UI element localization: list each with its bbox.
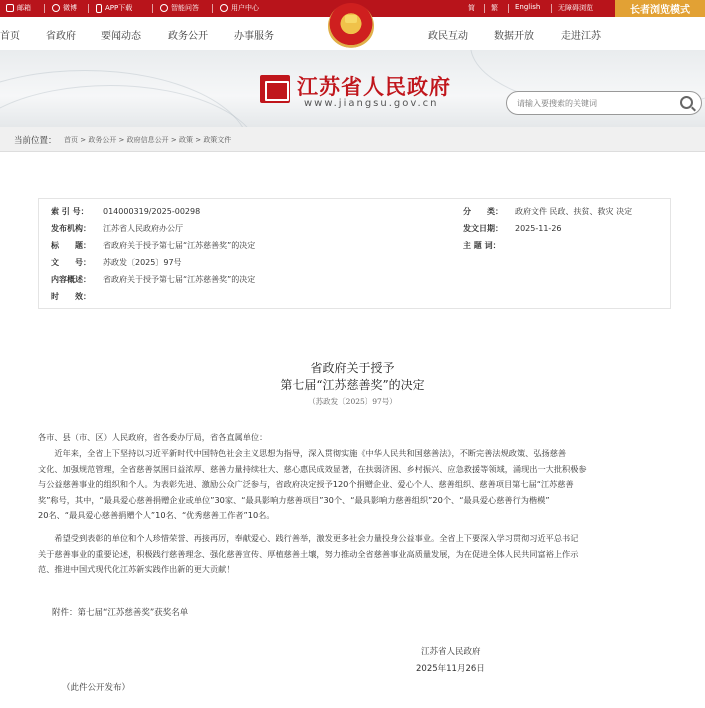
- separator: [551, 4, 552, 13]
- separator: [212, 4, 213, 13]
- search-box: [506, 91, 702, 115]
- release-note: （此件公开发布）: [62, 683, 131, 693]
- nav-about-jiangsu[interactable]: 走进江苏: [561, 31, 601, 42]
- document-paragraph-2: [38, 531, 674, 578]
- breadcrumb-separator: >: [116, 136, 127, 144]
- smart-qa-link[interactable]: 智能问答: [160, 3, 199, 13]
- weibo-link[interactable]: 微博: [52, 3, 77, 13]
- user-icon: [220, 4, 228, 12]
- meta-topic-row: 主 题 词：: [463, 241, 501, 250]
- document-sign-date: 2025年11月26日: [416, 664, 485, 674]
- breadcrumb-item-policy[interactable]: 政策: [178, 136, 193, 144]
- meta-index-row: 索 引 号： 014000319/2025-00298: [51, 207, 201, 216]
- search-icon[interactable]: [680, 96, 693, 109]
- nav-home[interactable]: 首页: [0, 31, 20, 42]
- paragraph-line: 关于慈善事业的重要论述，积极践行慈善理念、强化慈善宣传、厚植慈善土壤，努力推动全省慈善事业高质量发展，为在促进全体人民共同富裕上作示: [38, 548, 579, 559]
- separator: [88, 4, 89, 13]
- paragraph-line: 范、推进中国式现代化江苏新实践作出新的更大贡献！: [38, 564, 235, 574]
- document-salutation: [38, 430, 674, 446]
- site-name[interactable]: 江苏省人民政府: [297, 75, 451, 99]
- breadcrumb-item-info-disclosure[interactable]: 政府信息公开: [126, 136, 169, 144]
- site-url: www.jiangsu.gov.cn: [304, 98, 439, 109]
- search-input[interactable]: [517, 96, 677, 111]
- nav-services[interactable]: 办事服务: [234, 31, 274, 42]
- meta-validity-row: 时 效：: [51, 292, 91, 301]
- document-title-line2: 第七届“江苏慈善奖”的决定: [280, 378, 425, 392]
- meta-summary-row: 内容概述： 省政府关于授予第七届“江苏慈善奖”的决定: [51, 275, 256, 284]
- meta-title-row: 标 题： 省政府关于授予第七届“江苏慈善奖”的决定: [51, 241, 256, 250]
- nav-open-data[interactable]: 数据开放: [494, 31, 534, 42]
- meta-doc-number-row: 文 号： 苏政发〔2025〕97号: [51, 258, 182, 267]
- weibo-icon: [52, 4, 60, 12]
- document-paragraph-1: [38, 446, 674, 524]
- document-attachment-link[interactable]: 附件：第七届“江苏慈善奖”获奖名单: [52, 608, 189, 618]
- english-link[interactable]: English: [515, 3, 541, 11]
- national-emblem-icon: [328, 3, 374, 49]
- document-title-line1: 省政府关于授予: [310, 361, 395, 375]
- separator: [44, 4, 45, 13]
- salutation-text: 各市、县（市、区）人民政府，省各委办厅局，省各直属单位：: [38, 432, 268, 442]
- accessible-browse-link[interactable]: 无障碍浏览: [558, 4, 593, 12]
- nav-news[interactable]: 要闻动态: [101, 31, 141, 42]
- traditional-chinese-link[interactable]: 繁: [491, 4, 498, 12]
- meta-date-row: 发文日期： 2025-11-26: [463, 224, 562, 233]
- paragraph-line: 20名、“最具爱心慈善捐赠个人”10名、“优秀慈善工作者”10名。: [38, 510, 275, 520]
- breadcrumb-separator: >: [168, 136, 179, 144]
- meta-org-row: 发布机构： 江苏省人民政府办公厅: [51, 224, 183, 233]
- document-metadata-table: [38, 198, 671, 309]
- robot-icon: [160, 4, 168, 12]
- email-link[interactable]: 邮箱: [6, 3, 31, 13]
- app-download-link[interactable]: APP下载: [96, 3, 132, 13]
- breadcrumb-trail: [64, 135, 231, 145]
- user-center-link[interactable]: 用户中心: [220, 3, 259, 13]
- breadcrumb-label: 当前位置：: [14, 136, 57, 146]
- nav-interaction[interactable]: 政民互动: [428, 31, 468, 42]
- mail-icon: [6, 4, 14, 12]
- breadcrumb-item-home[interactable]: 首页: [64, 136, 78, 144]
- document-signer: 江苏省人民政府: [421, 647, 481, 657]
- separator: [152, 4, 153, 13]
- paragraph-line: 近年来，全省上下坚持以习近平新时代中国特色社会主义思想为指导，深入贯彻实施《中华人民共和国慈善法》，不断完善法规政策、弘扬慈善: [38, 448, 567, 458]
- simplified-chinese-link[interactable]: 简: [468, 4, 475, 12]
- meta-class-row: 分 类： 政府文件 民政、扶贫、救灾 决定: [463, 207, 633, 216]
- nav-government-affairs[interactable]: 政务公开: [168, 31, 208, 42]
- elder-mode-button[interactable]: 长者浏览模式: [615, 0, 705, 17]
- paragraph-line: 文化、加强规范管理，全省慈善氛围日益浓厚、慈善力量持续壮大、慈心惠民成效显著，在扶弱济困、乡村振兴、应急救援等领域，涌现出一大批积极参: [38, 463, 587, 474]
- breadcrumb-item-government-affairs[interactable]: 政务公开: [88, 136, 117, 144]
- paragraph-line: 与公益慈善事业的组织和个人。为表彰先进、激励公众广泛参与，省政府决定授予120个捐赠企业、爱心个人、慈善组织、慈善项目第七届“江苏慈善: [38, 479, 574, 489]
- nav-provincial-government[interactable]: 省政府: [46, 31, 76, 42]
- breadcrumb-separator: >: [78, 136, 89, 144]
- document-number: （苏政发〔2025〕97号）: [308, 397, 397, 406]
- phone-icon: [96, 4, 102, 13]
- separator: [508, 4, 509, 13]
- breadcrumb: [0, 127, 705, 152]
- breadcrumb-item-policy-documents[interactable]: 政策文件: [203, 136, 232, 144]
- site-logo-icon[interactable]: [260, 75, 290, 103]
- site-banner: [0, 50, 705, 127]
- paragraph-line: 奖”称号，其中，“最具爱心慈善捐赠企业或单位”30家、“最具影响力慈善项目”30个、“最具影响力慈善组织”20个、“最具爱心慈善行为楷模”: [38, 494, 550, 505]
- separator: [484, 4, 485, 13]
- breadcrumb-separator: >: [192, 136, 204, 144]
- paragraph-line: 希望受到表彰的单位和个人珍惜荣誉、再接再厉，奉献爱心、践行善举，激发更多社会力量投身公益事业。全省上下要深入学习贯彻习近平总书记: [38, 533, 579, 543]
